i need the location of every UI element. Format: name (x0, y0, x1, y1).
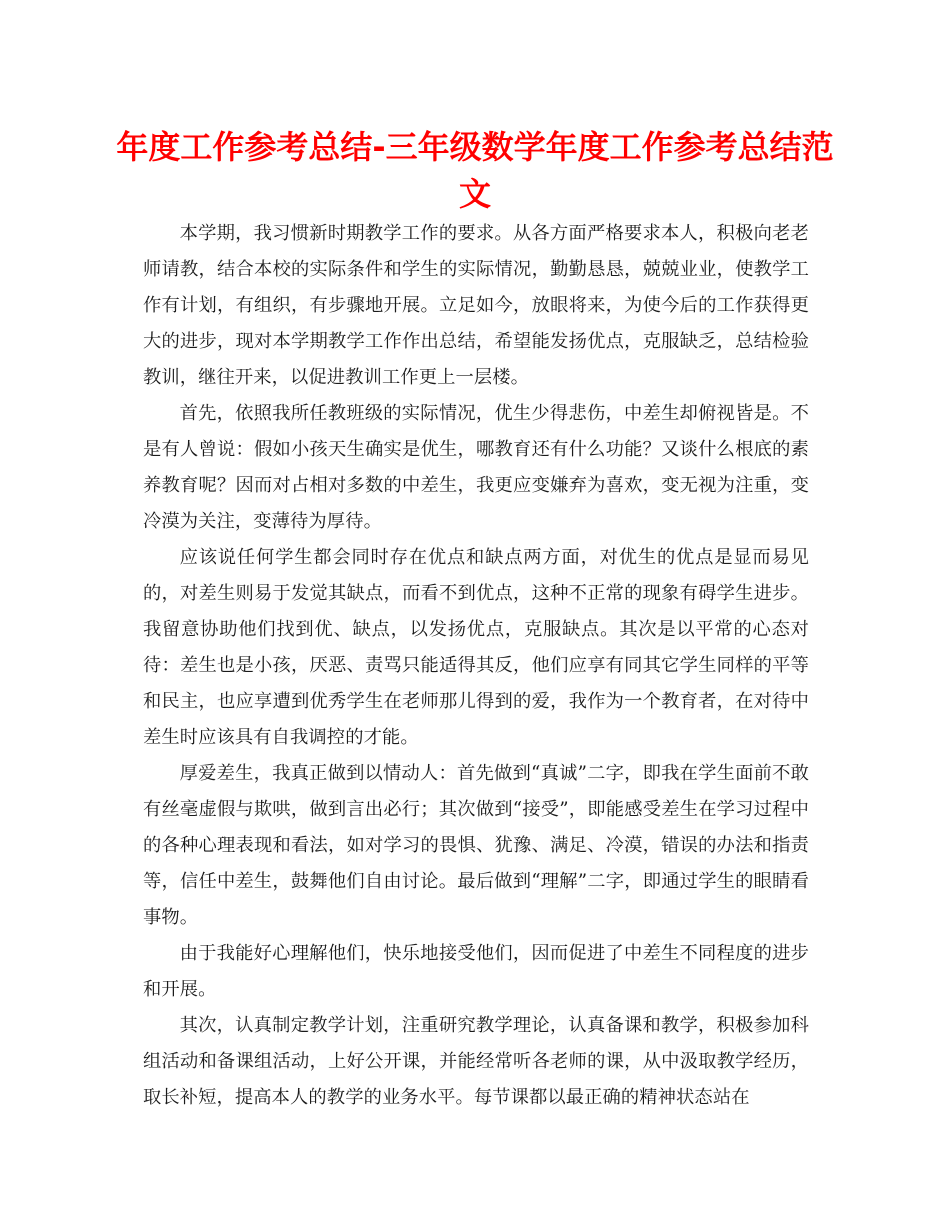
paragraph-4: 厚爱差生，我真正做到以情动人：首先做到“真诚”二字，即我在学生面前不敢有丝毫虚假与欺哄，做到言出必行；其次做到“接受”，即能感受差生在学习过程中的各种心理表现和看法，如对学习的畏惧、犹豫、满足、冷漠，错误的办法和指责等，信任中差生，鼓舞他们自由讨论。最后做到“理解”二字，即通过学生的眼睛看事物。 (143, 763, 809, 928)
paragraph-2: 首先，依照我所任教班级的实际情况，优生少得悲伤，中差生却俯视皆是。不是有人曾说：假如小孩天生确实是优生，哪教育还有什么功能？又谈什么根底的素养教育呢？因而对占相对多数的中差生，我更应变嫌弃为喜欢，变无视为注重，变冷漠为关注，变薄待为厚待。 (143, 403, 809, 532)
paragraph-1: 本学期，我习惯新时期教学工作的要求。从各方面严格要求本人，积极向老老师请教，结合本校的实际条件和学生的实际情况，勤勤恳恳，兢兢业业，使教学工作有计划，有组织，有步骤地开展。立足如今，放眼将来，为使今后的工作获得更大的进步，现对本学期教学工作作出总结，希望能发扬优点，克服缺乏，总结检验教训，继往开来，以促进教训工作更上一层楼。 (143, 223, 809, 388)
document-body (143, 216, 809, 1116)
document-title: 年度工作参考总结-三年级数学年度工作参考总结范文 (116, 128, 834, 213)
paragraph-6: 其次，认真制定教学计划，注重研究教学理论，认真备课和教学，积极参加科组活动和备课组活动，上好公开课，并能经常听各老师的课，从中汲取教学经历，取长补短，提高本人的教学的业务水平。每节课都以最正确的精神状态站在 (143, 1015, 809, 1108)
paragraph-3: 应该说任何学生都会同时存在优点和缺点两方面，对优生的优点是显而易见的，对差生则易于发觉其缺点，而看不到优点，这种不正常的现象有碍学生进步。我留意协助他们找到优、缺点，以发扬优点，克服缺点。其次是以平常的心态对待：差生也是小孩，厌恶、责骂只能适得其反，他们应享有同其它学生同样的平等和民主，也应享遭到优秀学生在老师那儿得到的爱，我作为一个教育者，在对待中差生时应该具有自我调控的才能。 (143, 547, 809, 748)
paragraph-5: 由于我能好心理解他们，快乐地接受他们，因而促进了中差生不同程度的进步和开展。 (143, 943, 809, 1000)
